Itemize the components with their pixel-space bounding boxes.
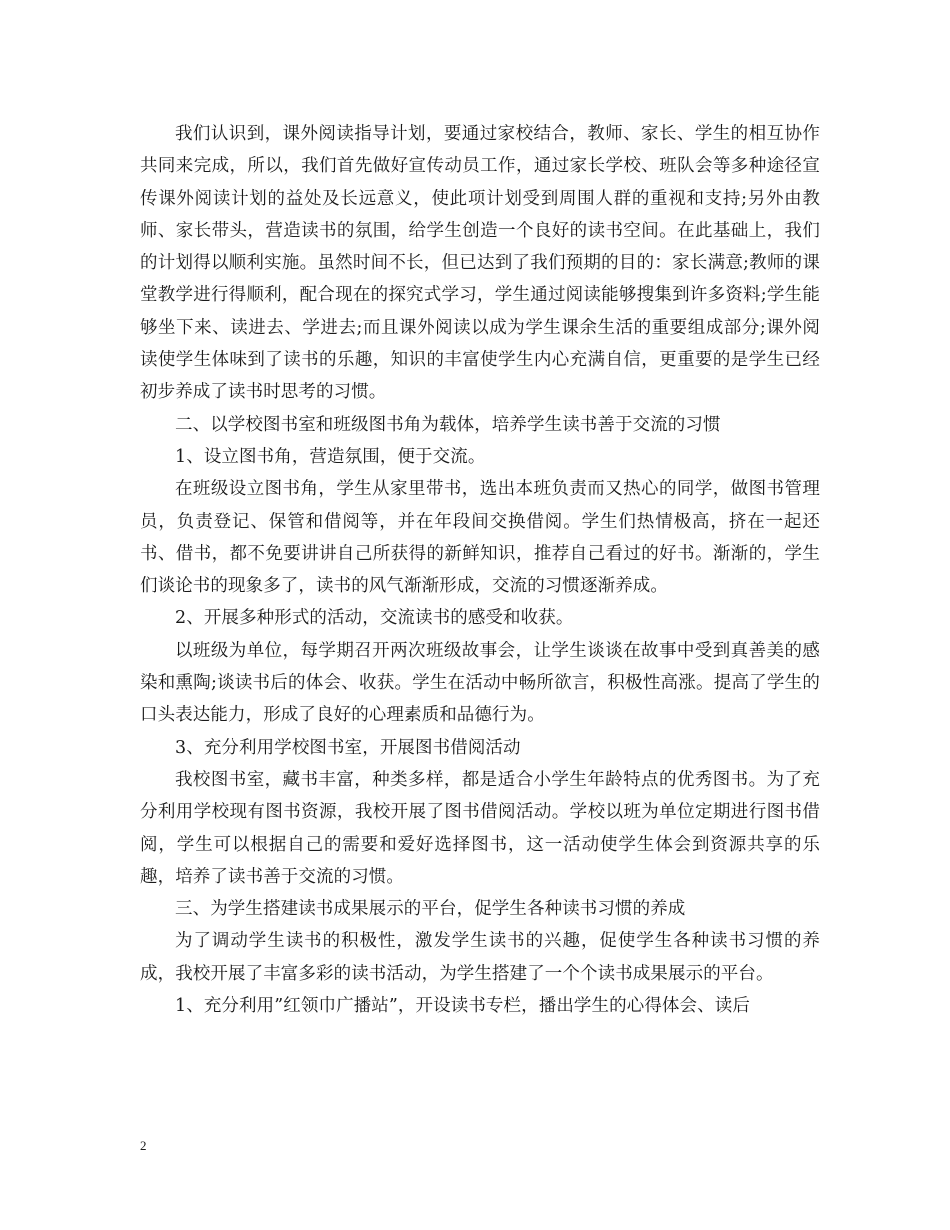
paragraph: 在班级设立图书角，学生从家里带书，选出本班负责而又热心的同学，做图书管理员，负责登记、保管和借阅等，并在年段间交换借阅。学生们热情极高，挤在一起还书、借书，都不免要讲讲自己所获得的新鲜知识，推荐自己看过的好书。渐渐的，学生们谈论书的现象多了，读书的风气渐渐形成，交流的习惯逐渐养成。 (140, 479, 820, 597)
paragraph: 我们认识到，课外阅读指导计划，要通过家校结合，教师、家长、学生的相互协作共同来完成，所以，我们首先做好宣传动员工作，通过家长学校、班队会等多种途径宣传课外阅读计划的益处及长远意义，使此项计划受到周围人群的重视和支持;另外由教师、家长带头，营造读书的氛围，给学生创造一个良好的读书空间。在此基础上，我们的计划得以顺利实施。虽然时间不长，但已达到了我们预期的目的：家长满意;教师的课堂教学进行得顺利，配合现在的探究式学习，学生通过阅读能够搜集到许多资料;学生能够坐下来、读进去、学进去;而且课外阅读以成为学生课余生活的重要组成部分;课外阅读使学生体味到了读书的乐趣，知识的丰富使学生内心充满自信，更重要的是学生已经初步养成了读书时思考的习惯。 (140, 124, 820, 403)
paragraph: 我校图书室，藏书丰富，种类多样，都是适合小学生年龄特点的优秀图书。为了充分利用学校现有图书资源，我校开展了图书借阅活动。学校以班为单位定期进行图书借阅，学生可以根据自己的需要和爱好选择图书，这一活动使学生体会到资源共享的乐趣，培养了读书善于交流的习惯。 (140, 769, 820, 887)
document-body (140, 118, 820, 1022)
paragraph: 以班级为单位，每学期召开两次班级故事会，让学生谈谈在故事中受到真善美的感染和熏陶;谈读书后的体会、收获。学生在活动中畅所欲言，积极性高涨。提高了学生的口头表达能力，形成了良好的心理素质和品德行为。 (140, 640, 820, 726)
subsection-heading: 3、充分利用学校图书室，开展图书借阅活动 (175, 737, 521, 758)
subsection-heading: 2、开展多种形式的活动，交流读书的感受和收获。 (175, 608, 574, 629)
subsection-heading: 1、设立图书角，营造氛围，便于交流。 (175, 446, 486, 467)
section-heading: 三、为学生搭建读书成果展示的平台，促学生各种读书习惯的养成 (175, 899, 686, 920)
paragraph: 为了调动学生读书的积极性，激发学生读书的兴趣，促使学生各种读书习惯的养成，我校开展了丰富多彩的读书活动，为学生搭建了一个个读书成果展示的平台。 (140, 931, 820, 984)
subsection-heading: 1、充分利用”红领巾广播站”，开设读书专栏，播出学生的心得体会、读后 (175, 996, 750, 1017)
section-heading: 二、以学校图书室和班级图书角为载体，培养学生读书善于交流的习惯 (175, 414, 721, 435)
page-number: 2 (140, 1138, 147, 1153)
